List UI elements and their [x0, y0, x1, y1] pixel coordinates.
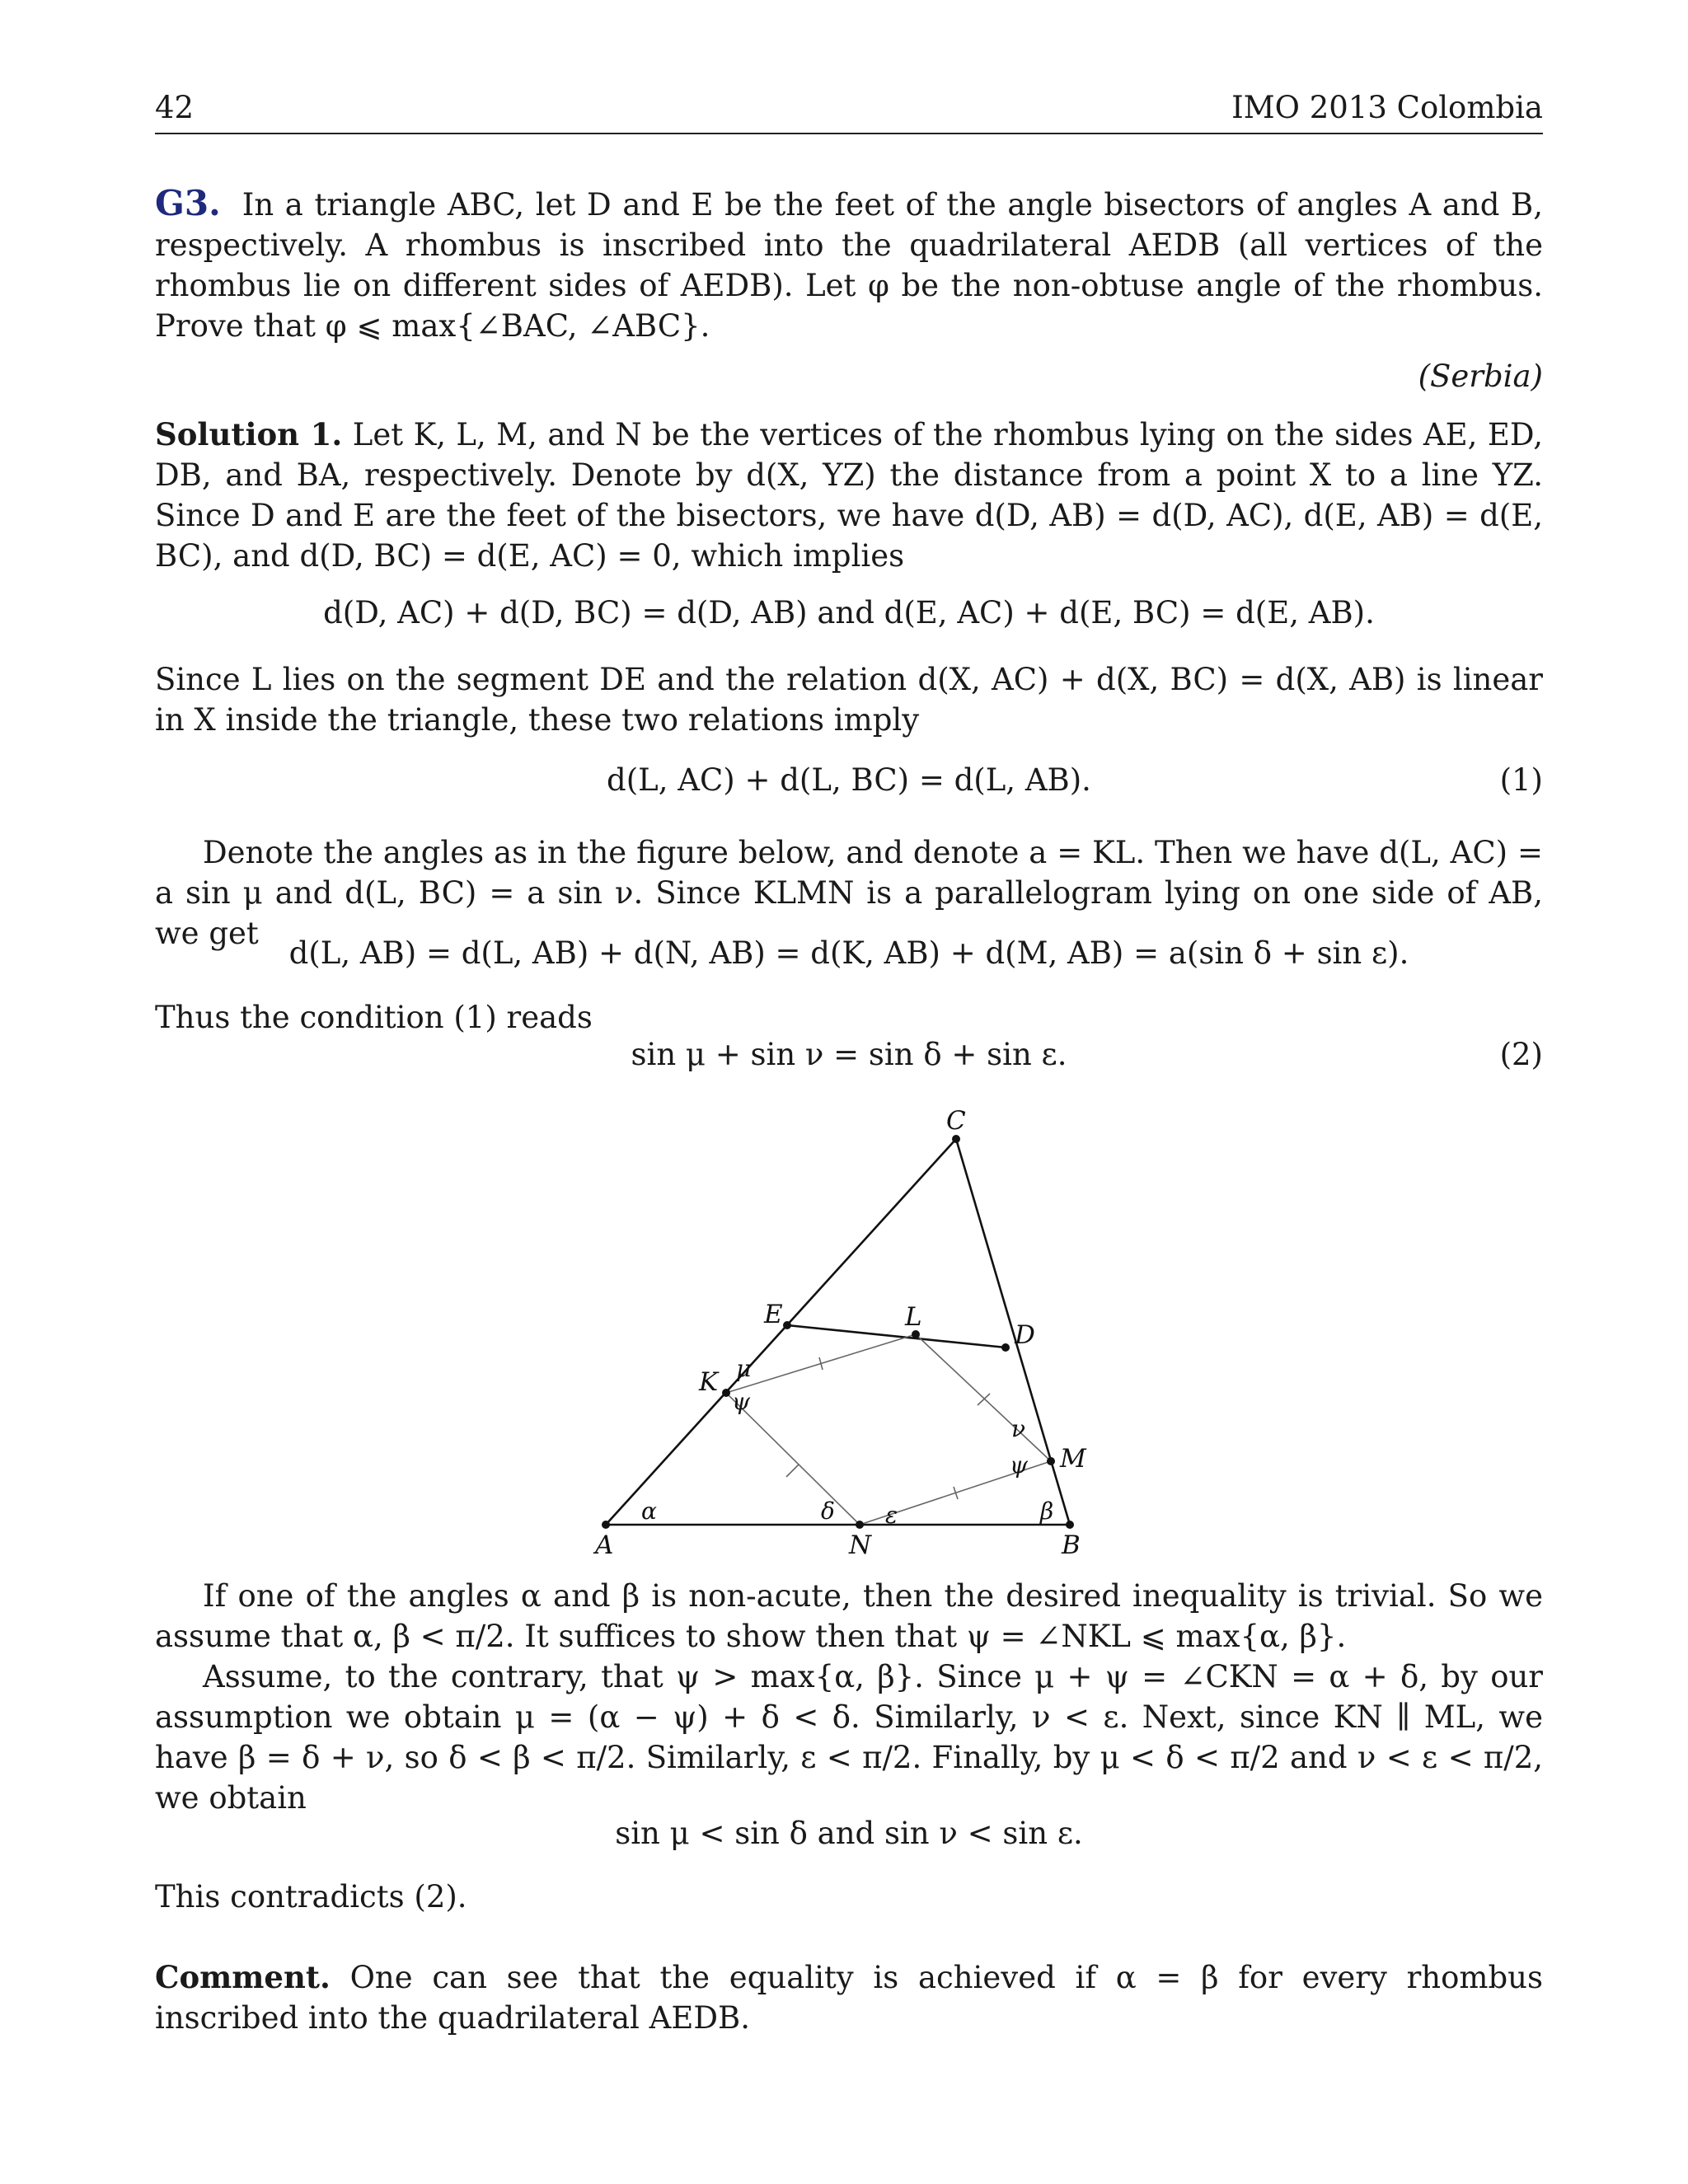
problem-country: (Serbia) — [1418, 359, 1543, 394]
label-k: K — [699, 1367, 719, 1397]
equation-a: d(D, AC) + d(D, BC) = d(D, AB) and d(E, AC) + d(E, BC) = d(E, AB). — [323, 595, 1375, 630]
tick-nk — [786, 1465, 799, 1477]
running-title: IMO 2013 Colombia — [1231, 90, 1543, 125]
angle-nu: ν — [1011, 1415, 1026, 1442]
side-ac — [606, 1139, 956, 1525]
label-n: N — [849, 1530, 872, 1560]
point-b — [1066, 1521, 1074, 1529]
equation-2-number: (2) — [1499, 1037, 1543, 1072]
solution-paragraph-7: This contradicts (2). — [155, 1879, 467, 1915]
angle-beta: β — [1040, 1497, 1054, 1525]
solution-p1-text: Let K, L, M, and N be the vertices of the rhombus lying on the sides AE, ED, DB, and BA, respectively. Denote by d(X, YZ) the distance from a point X to a line YZ. Since D and E are the feet of the bisectors, we have d(D, AB) = d(D, AC), d(E, AB) = d(E, BC), and d(D, BC) = d(E, AC) = 0, which implies — [155, 417, 1543, 574]
equation-1: d(L, AC) + d(L, BC) = d(L, AB). — [607, 762, 1091, 798]
label-a: A — [595, 1530, 614, 1560]
label-m: M — [1060, 1444, 1086, 1474]
comment-label: Comment. — [155, 1959, 331, 1995]
rhombus-side-lm — [916, 1334, 1051, 1461]
point-a — [602, 1521, 610, 1529]
solution-paragraph-4: Thus the condition (1) reads — [155, 1000, 593, 1035]
equation-c: sin μ < sin δ and sin ν < sin ε. — [615, 1816, 1083, 1851]
equation-2: sin μ + sin ν = sin δ + sin ε. — [631, 1037, 1067, 1072]
angle-psi-k: ψ — [732, 1388, 750, 1415]
point-k — [722, 1389, 730, 1397]
solution-label: Solution 1. — [155, 416, 343, 452]
segment-ed — [787, 1325, 1006, 1347]
page-number: 42 — [155, 90, 195, 125]
label-d: D — [1015, 1320, 1035, 1350]
solution-paragraph-2: Since L lies on the segment DE and the relation d(X, AC) + d(X, BC) = d(X, AB) is linear in X inside the triangle, these two relations imply — [155, 662, 1543, 738]
tick-lm — [978, 1394, 990, 1405]
angle-mu: μ — [736, 1355, 752, 1382]
point-n — [856, 1521, 864, 1529]
label-c: C — [946, 1106, 966, 1136]
problem-text: In a triangle ABC, let D and E be the feet of the angle bisectors of angles A and B, respectively. A rhombus is inscribed into the quadrilateral AEDB (all vertices of the rhombus lie on different sides of AEDB). Let φ be the non-obtuse angle of the rhombus. Prove that φ ⩽ max{∠BAC, ∠ABC}. — [155, 187, 1543, 344]
equation-b: d(L, AB) = d(L, AB) + d(N, AB) = d(K, AB) + d(M, AB) = a(sin δ + sin ε). — [288, 935, 1409, 971]
point-e — [783, 1321, 791, 1329]
label-b: B — [1062, 1530, 1081, 1560]
solution-paragraph-3: Denote the angles as in the figure below, and denote a = KL. Then we have d(L, AC) = a sin μ and d(L, BC) = a sin ν. Since KLMN is a parallelogram lying on one side of AB, we get — [155, 835, 1543, 951]
angle-epsilon: ε — [885, 1502, 898, 1529]
problem-label: G3. — [155, 183, 221, 223]
solution-paragraph-6: Assume, to the contrary, that ψ > max{α, β}. Since μ + ψ = ∠CKN = α + δ, by our assumption we obtain μ = (α − ψ) + δ < δ. Similarly, ν < ε. Next, since KN ∥ ML, we have β = δ + ν, so δ < β < π/2. Similarly, ε < π/2. Finally, by μ < δ < π/2 and ν < ε < π/2, we obtain — [155, 1659, 1543, 1816]
problem-statement — [155, 183, 1543, 346]
solution-paragraph-5: If one of the angles α and β is non-acute, then the desired inequality is trivial. So we assume that α, β < π/2. It suffices to show then that ψ = ∠NKL ⩽ max{α, β}. — [155, 1578, 1543, 1654]
angle-delta: δ — [821, 1497, 835, 1525]
label-l: L — [905, 1302, 922, 1332]
label-e: E — [764, 1300, 783, 1329]
geometry-figure — [567, 1096, 1276, 1574]
point-m — [1047, 1457, 1055, 1465]
angle-psi-m: ψ — [1010, 1451, 1028, 1479]
comment-text: One can see that the equality is achieved if α = β for every rhombus inscribed into the quadrilateral AEDB. — [155, 1960, 1543, 2036]
angle-alpha: α — [641, 1497, 657, 1525]
page-header — [155, 87, 1543, 134]
comment-paragraph — [155, 1957, 1543, 2038]
point-d — [1001, 1343, 1010, 1352]
solution-paragraph-1 — [155, 415, 1543, 576]
point-c — [952, 1135, 960, 1143]
equation-1-number: (1) — [1499, 762, 1543, 798]
